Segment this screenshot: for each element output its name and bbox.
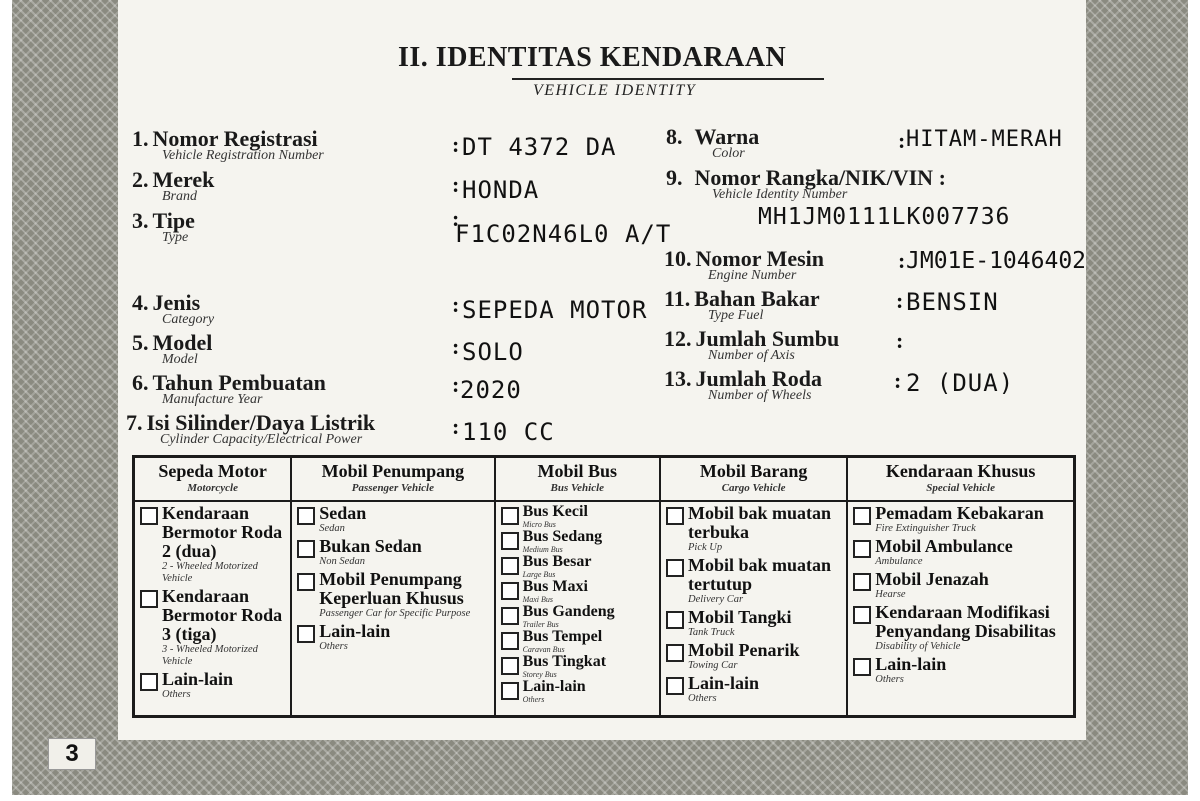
option-item: Sedan Sedan: [297, 504, 488, 535]
field-6-label: 6. Tahun Pembuatan: [132, 370, 326, 395]
option-item: Mobil Jenazah Hearse: [853, 570, 1068, 601]
option-item: Lain-lain Others: [853, 655, 1068, 686]
cargo-options: [660, 501, 847, 717]
field-1-label: 1. Nomor Registrasi: [132, 126, 318, 151]
wheel-count-value: 2 (DUA): [906, 369, 1015, 397]
checkbox[interactable]: [853, 507, 871, 525]
field-9-sublabel: Vehicle Identity Number: [712, 187, 848, 202]
field-10-label: 10. Nomor Mesin: [664, 246, 825, 271]
brand-value: HONDA: [462, 176, 540, 204]
field-13-colon: :: [894, 368, 902, 393]
field-2-sublabel: Brand: [162, 189, 197, 204]
manufacture-year-value: 2020: [460, 376, 522, 404]
checkbox[interactable]: [501, 507, 519, 525]
option-item: Bus Gandeng Trailer Bus: [501, 604, 654, 629]
engine-number-value: JM01E-1046402: [906, 248, 1087, 274]
checkbox[interactable]: [501, 582, 519, 600]
checkbox[interactable]: [501, 607, 519, 625]
option-item: Bukan Sedan Non Sedan: [297, 537, 488, 568]
document-title: II. IDENTITAS KENDARAAN: [398, 42, 787, 73]
checkbox[interactable]: [666, 644, 684, 662]
option-item: Mobil bak muatan terbuka Pick Up: [666, 504, 841, 554]
cylinder-capacity-value: 110 CC: [462, 418, 555, 446]
document-subtitle: VEHICLE IDENTITY: [533, 82, 697, 99]
color-value: HITAM-MERAH: [906, 127, 1063, 152]
fuel-type-value: BENSIN: [906, 288, 999, 316]
table-header-row: [134, 457, 1075, 502]
option-item: Bus Sedang Medium Bus: [501, 529, 654, 554]
passenger-options: [291, 501, 494, 717]
field-13-label: 13. Jumlah Roda: [664, 366, 823, 391]
checkbox[interactable]: [140, 673, 158, 691]
field-4-label: 4. Jenis: [132, 290, 201, 315]
title-underline: [512, 78, 824, 80]
field-9-label: 9. Nomor Rangka/NIK/VIN :: [666, 165, 946, 190]
page-number: 3: [48, 738, 96, 770]
vin-value: MH1JM0111LK007736: [758, 204, 1011, 230]
checkbox[interactable]: [853, 606, 871, 624]
type-value: F1C02N46L0 A/T: [455, 220, 672, 248]
registration-number-value: DT 4372 DA: [462, 133, 617, 161]
field-13-sublabel: Number of Wheels: [708, 388, 812, 403]
field-2-label: 2. Merek: [132, 167, 215, 192]
table-options-row: [134, 501, 1075, 717]
checkbox[interactable]: [666, 559, 684, 577]
field-2-colon: :: [452, 172, 460, 197]
column-header: Mobil Penumpang Passenger Vehicle: [291, 457, 494, 502]
vehicle-category-table: [132, 455, 1076, 718]
option-item: Bus Besar Large Bus: [501, 554, 654, 579]
field-4-sublabel: Category: [162, 312, 215, 327]
checkbox[interactable]: [297, 625, 315, 643]
column-header: Sepeda Motor Motorcycle: [134, 457, 292, 502]
option-item: Lain-lain Others: [666, 674, 841, 705]
option-item: Bus Maxi Maxi Bus: [501, 579, 654, 604]
field-6-sublabel: Manufacture Year: [162, 392, 263, 407]
option-item: Kendaraan Bermotor Roda 2 (dua) 2 - Wheeled Motorized Vehicle: [140, 504, 285, 585]
field-8-label: 8. Warna: [666, 124, 760, 149]
checkbox[interactable]: [501, 682, 519, 700]
field-1-sublabel: Vehicle Registration Number: [162, 148, 324, 163]
field-11-label: 11. Bahan Bakar: [664, 286, 820, 311]
checkbox[interactable]: [853, 540, 871, 558]
option-item: Bus Kecil Micro Bus: [501, 504, 654, 529]
option-item: Kendaraan Bermotor Roda 3 (tiga) 3 - Wheeled Motorized Vehicle: [140, 587, 285, 668]
option-item: Kendaraan Modifikasi Penyandang Disabilitas Disability of Vehicle: [853, 603, 1068, 653]
column-header: Kendaraan Khusus Special Vehicle: [847, 457, 1074, 502]
field-12-sublabel: Number of Axis: [708, 348, 795, 363]
field-10-sublabel: Engine Number: [708, 268, 797, 283]
field-5-label: 5. Model: [132, 330, 213, 355]
category-value: SEPEDA MOTOR: [462, 296, 648, 324]
column-header: Mobil Bus Bus Vehicle: [495, 457, 660, 502]
field-5-sublabel: Model: [162, 352, 198, 367]
option-item: Mobil Tangki Tank Truck: [666, 608, 841, 639]
field-7-colon: :: [452, 414, 460, 439]
checkbox[interactable]: [297, 540, 315, 558]
checkbox[interactable]: [501, 657, 519, 675]
checkbox[interactable]: [853, 573, 871, 591]
checkbox[interactable]: [853, 658, 871, 676]
checkbox[interactable]: [140, 507, 158, 525]
bus-options: [495, 501, 660, 717]
checkbox[interactable]: [666, 507, 684, 525]
option-item: Pemadam Kebakaran Fire Extinguisher Truck: [853, 504, 1068, 535]
checkbox[interactable]: [501, 632, 519, 650]
field-3-sublabel: Type: [162, 230, 189, 245]
field-11-colon: :: [896, 288, 904, 313]
option-item: Bus Tempel Caravan Bus: [501, 629, 654, 654]
checkbox[interactable]: [501, 557, 519, 575]
field-11-sublabel: Type Fuel: [708, 308, 764, 323]
field-6-colon: :: [452, 372, 460, 397]
option-item: Lain-lain Others: [140, 670, 285, 701]
checkbox[interactable]: [501, 532, 519, 550]
checkbox[interactable]: [140, 590, 158, 608]
field-7-sublabel: Cylinder Capacity/Electrical Power: [160, 432, 363, 447]
column-header: Mobil Barang Cargo Vehicle: [660, 457, 847, 502]
field-10-colon: :: [898, 248, 906, 273]
field-4-colon: :: [452, 292, 460, 317]
field-8-sublabel: Color: [712, 146, 745, 161]
option-item: Lain-lain Others: [297, 622, 488, 653]
option-item: Mobil Ambulance Ambulance: [853, 537, 1068, 568]
option-item: Bus Tingkat Storey Bus: [501, 654, 654, 679]
checkbox[interactable]: [297, 507, 315, 525]
option-item: Mobil Penumpang Keperluan Khusus Passenger Car for Specific Purpose: [297, 570, 488, 620]
field-1-colon: :: [452, 132, 460, 157]
field-5-colon: :: [452, 334, 460, 359]
option-item: Lain-lain Others: [501, 679, 654, 704]
field-3-label: 3. Tipe: [132, 208, 195, 233]
model-value: SOLO: [462, 338, 524, 366]
field-7-label: 7. Isi Silinder/Daya Listrik: [126, 410, 376, 435]
checkbox[interactable]: [666, 677, 684, 695]
field-8-colon: :: [898, 128, 906, 153]
field-12-colon: :: [896, 328, 904, 353]
option-item: Mobil bak muatan tertutup Delivery Car: [666, 556, 841, 606]
motorcycle-options: [134, 501, 292, 717]
checkbox[interactable]: [666, 611, 684, 629]
option-item: Mobil Penarik Towing Car: [666, 641, 841, 672]
field-3-colon: :: [452, 206, 460, 231]
field-12-label: 12. Jumlah Sumbu: [664, 326, 840, 351]
special-vehicle-options: [847, 501, 1074, 717]
checkbox[interactable]: [297, 573, 315, 591]
